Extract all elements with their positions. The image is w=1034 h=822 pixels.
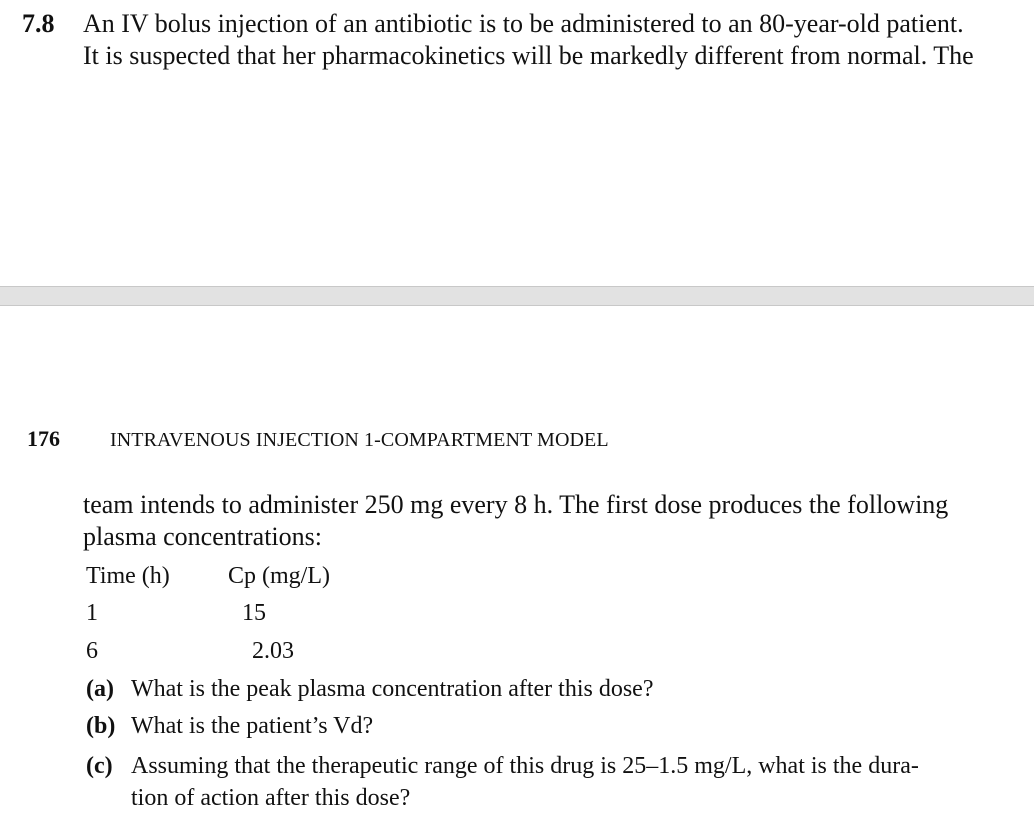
table-cell-cp: 15 bbox=[242, 600, 266, 626]
question-text: Assuming that the therapeutic range of this drug is 25–1.5 mg/L, what is the dura- bbox=[131, 753, 919, 779]
question-text: What is the peak plasma concentration after this dose? bbox=[131, 676, 654, 702]
page-number: 176 bbox=[27, 426, 60, 451]
page-separator bbox=[0, 286, 1034, 306]
question-text-continued: tion of action after this dose? bbox=[131, 785, 411, 811]
question-label: (a) bbox=[86, 676, 114, 702]
table-cell-time: 6 bbox=[86, 638, 98, 664]
question-text: What is the patient’s Vd? bbox=[131, 713, 374, 739]
table-header-cp: Cp (mg/L) bbox=[228, 563, 330, 589]
continuation-line-2: plasma concentrations: bbox=[83, 522, 322, 551]
table-header-time: Time (h) bbox=[86, 563, 170, 589]
table-cell-cp: 2.03 bbox=[252, 638, 294, 664]
question-label: (b) bbox=[86, 713, 116, 739]
problem-line-1: An IV bolus injection of an antibiotic is to be administered to an 80-year-old patient. bbox=[83, 9, 964, 38]
question-label: (c) bbox=[86, 753, 113, 779]
continuation-line-1: team intends to administer 250 mg every 8 h. The first dose produces the following bbox=[83, 490, 949, 519]
problem-line-2: It is suspected that her pharmacokinetics will be markedly different from normal. The bbox=[83, 41, 974, 70]
table-cell-time: 1 bbox=[86, 600, 98, 626]
problem-number: 7.8 bbox=[22, 9, 55, 38]
running-head: INTRAVENOUS INJECTION 1-COMPARTMENT MODEL bbox=[110, 429, 609, 451]
